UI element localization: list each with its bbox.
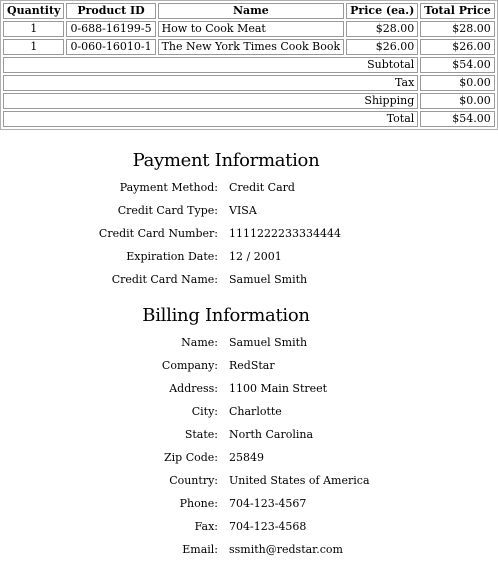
billing-fax-label: Fax: [194, 520, 218, 533]
credit-card-number-row [0, 226, 452, 242]
item-price: $26.00 [346, 39, 418, 55]
tax-row [3, 75, 495, 91]
column-header-name: Name [158, 3, 345, 19]
billing-email-label: Email: [182, 543, 218, 556]
billing-company-label: Company: [161, 359, 218, 372]
subtotal-value: $54.00 [420, 57, 494, 73]
expiration-date-value: 12 / 2001 [229, 250, 282, 263]
billing-phone-value: 704-123-4567 [229, 497, 307, 510]
billing-zip-code-value: 25849 [229, 451, 264, 464]
payment-method-row [0, 180, 452, 196]
order-table [0, 0, 498, 130]
billing-address-value: 1100 Main Street [229, 382, 328, 395]
credit-card-type-label: Credit Card Type: [117, 204, 218, 217]
item-total-price: $26.00 [420, 39, 494, 55]
billing-phone-label: Phone: [179, 497, 218, 510]
billing-city-value: Charlotte [229, 405, 282, 418]
shipping-value: $0.00 [420, 93, 494, 109]
total-label: Total [3, 111, 418, 127]
payment-information-heading: Payment Information [132, 150, 320, 171]
credit-card-name-row [0, 272, 452, 288]
billing-name-value: Samuel Smith [229, 336, 308, 349]
column-header-total-price: Total Price [420, 3, 494, 19]
payment-method-label: Payment Method: [119, 181, 218, 194]
credit-card-type-value: VISA [229, 204, 257, 217]
billing-information-heading: Billing Information [142, 305, 310, 326]
billing-country-value: United States of America [229, 474, 370, 487]
table-row [3, 21, 495, 37]
item-name: How to Cook Meat [158, 21, 345, 37]
total-row [3, 111, 495, 127]
billing-country-label: Country: [169, 474, 218, 487]
total-value: $54.00 [420, 111, 494, 127]
billing-country-row [0, 473, 452, 489]
item-name: The New York Times Cook Book [158, 39, 345, 55]
column-header-product-id: Product ID [66, 3, 155, 19]
billing-zip-code-label: Zip Code: [164, 451, 218, 464]
item-quantity: 1 [3, 39, 64, 55]
billing-email-value: ssmith@redstar.com [229, 543, 343, 556]
item-quantity: 1 [3, 21, 64, 37]
item-product-id: 0-060-16010-1 [66, 39, 155, 55]
billing-email-row [0, 542, 452, 558]
tax-label: Tax [3, 75, 418, 91]
item-price: $28.00 [346, 21, 418, 37]
table-row [3, 39, 495, 55]
billing-zip-code-row [0, 450, 452, 466]
credit-card-type-row [0, 203, 452, 219]
subtotal-row [3, 57, 495, 73]
credit-card-number-value: 1111222233334444 [229, 227, 341, 240]
expiration-date-row [0, 249, 452, 265]
tax-value: $0.00 [420, 75, 494, 91]
billing-fax-row [0, 519, 452, 535]
billing-address-row [0, 381, 452, 397]
item-product-id: 0-688-16199-5 [66, 21, 155, 37]
item-total-price: $28.00 [420, 21, 494, 37]
credit-card-number-label: Credit Card Number: [98, 227, 218, 240]
column-header-price: Price (ea.) [346, 3, 418, 19]
billing-phone-row [0, 496, 452, 512]
order-table-header-row [3, 3, 495, 19]
billing-name-label: Name: [181, 336, 218, 349]
payment-method-value: Credit Card [229, 181, 295, 194]
billing-city-label: City: [191, 405, 218, 418]
billing-address-label: Address: [169, 382, 218, 395]
credit-card-name-label: Credit Card Name: [111, 273, 218, 286]
billing-company-value: RedStar [229, 359, 275, 372]
expiration-date-label: Expiration Date: [126, 250, 218, 263]
billing-state-row [0, 427, 452, 443]
billing-name-row [0, 335, 452, 351]
shipping-row [3, 93, 495, 109]
credit-card-name-value: Samuel Smith [229, 273, 308, 286]
billing-state-value: North Carolina [229, 428, 314, 441]
column-header-quantity: Quantity [3, 3, 64, 19]
subtotal-label: Subtotal [3, 57, 418, 73]
billing-city-row [0, 404, 452, 420]
shipping-label: Shipping [3, 93, 418, 109]
billing-fax-value: 704-123-4568 [229, 520, 307, 533]
billing-company-row [0, 358, 452, 374]
billing-state-label: State: [184, 428, 218, 441]
